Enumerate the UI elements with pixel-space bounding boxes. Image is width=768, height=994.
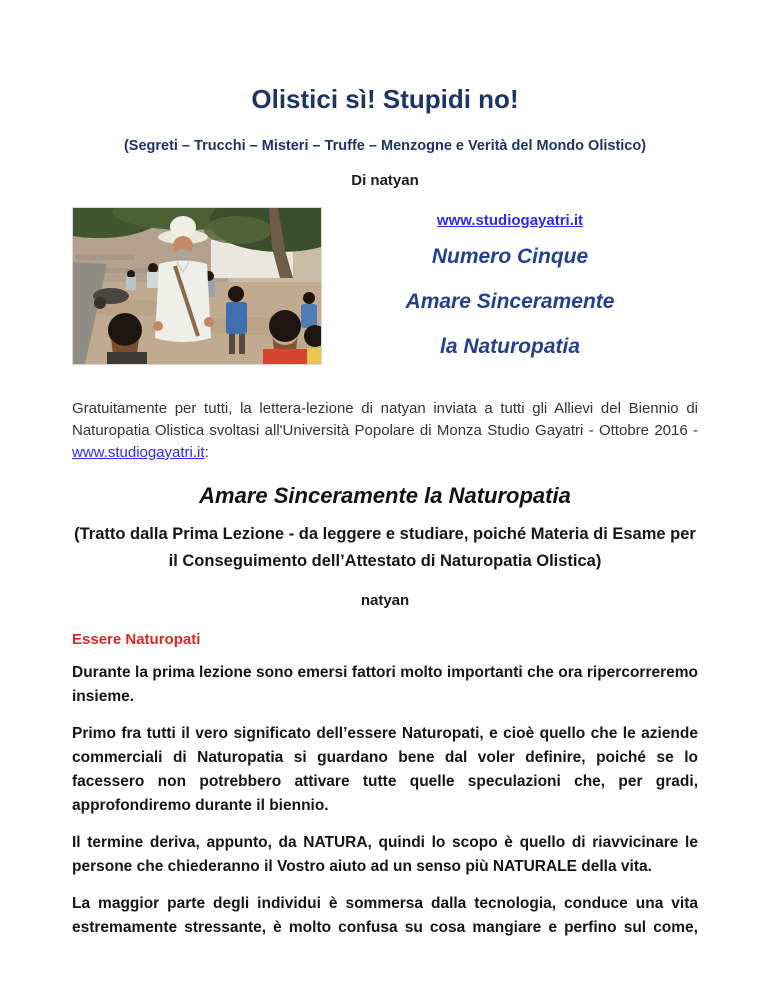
issue-info xyxy=(322,207,698,365)
website-link[interactable]: www.studiogayatri.it xyxy=(436,212,584,229)
byline: Di natyan xyxy=(351,172,419,189)
intro-paragraph xyxy=(72,398,698,464)
document-subtitle: (Segreti – Trucchi – Misteri – Truffe – Menzogne e Verità del Mondo Olistico) xyxy=(123,138,647,154)
author-photo xyxy=(72,207,322,365)
intro-website-link[interactable]: www.studiogayatri.it xyxy=(72,444,205,461)
body-paragraph-3: Il termine deriva, appunto, da NATURA, quindi lo scopo è quello di riavvicinare le persone che chiederanno il Vostro aiuto ad un senso più NATURALE della vita. xyxy=(72,834,698,875)
lesson-subheading: (Tratto dalla Prima Lezione - da leggere e studiare, poiché Materia di Esame per il Conseguimento dell’Attestato di Naturopatia Olistica) xyxy=(74,525,696,570)
intro-text: Gratuitamente per tutti, la lettera-lezione di natyan inviata a tutti gli Allievi del Biennio di Naturopatia Olistica svoltasi all'Università Popolare di Monza Studio Gayatri - Ottobre 2016 - xyxy=(72,400,698,439)
body-paragraph-2: Primo fra tutti il vero significato dell’essere Naturopati, e cioè quello che le aziende commerciali di Naturopatia si guardano bene dal voler definire, poiché se lo facessero non potrebbero attivare tutte quelle speculazioni che, per gradi, approfondiremo durante il biennio. xyxy=(72,725,698,814)
body-paragraph-1: Durante la prima lezione sono emersi fattori molto importanti che ora ripercorreremo insieme. xyxy=(72,664,698,705)
issue-title-line-2: la Naturopatia xyxy=(439,335,581,358)
issue-title-line-1: Amare Sinceramente xyxy=(405,290,615,313)
lesson-heading: Amare Sinceramente la Naturopatia xyxy=(199,483,571,508)
body-paragraph-4: La maggior parte degli individui è sommersa dalla tecnologia, conduce una vita estremamente stressante, è molto confusa su cosa mangiare e perfino sul come, xyxy=(72,895,698,936)
intro-colon: : xyxy=(204,444,209,461)
document-title: Olistici sì! Stupidi no! xyxy=(251,84,519,114)
section-heading: Essere Naturopati xyxy=(72,631,201,648)
lesson-author: natyan xyxy=(360,592,410,609)
issue-number: Numero Cinque xyxy=(431,245,589,268)
author-photo-image xyxy=(73,208,321,364)
hero-section xyxy=(72,207,698,365)
